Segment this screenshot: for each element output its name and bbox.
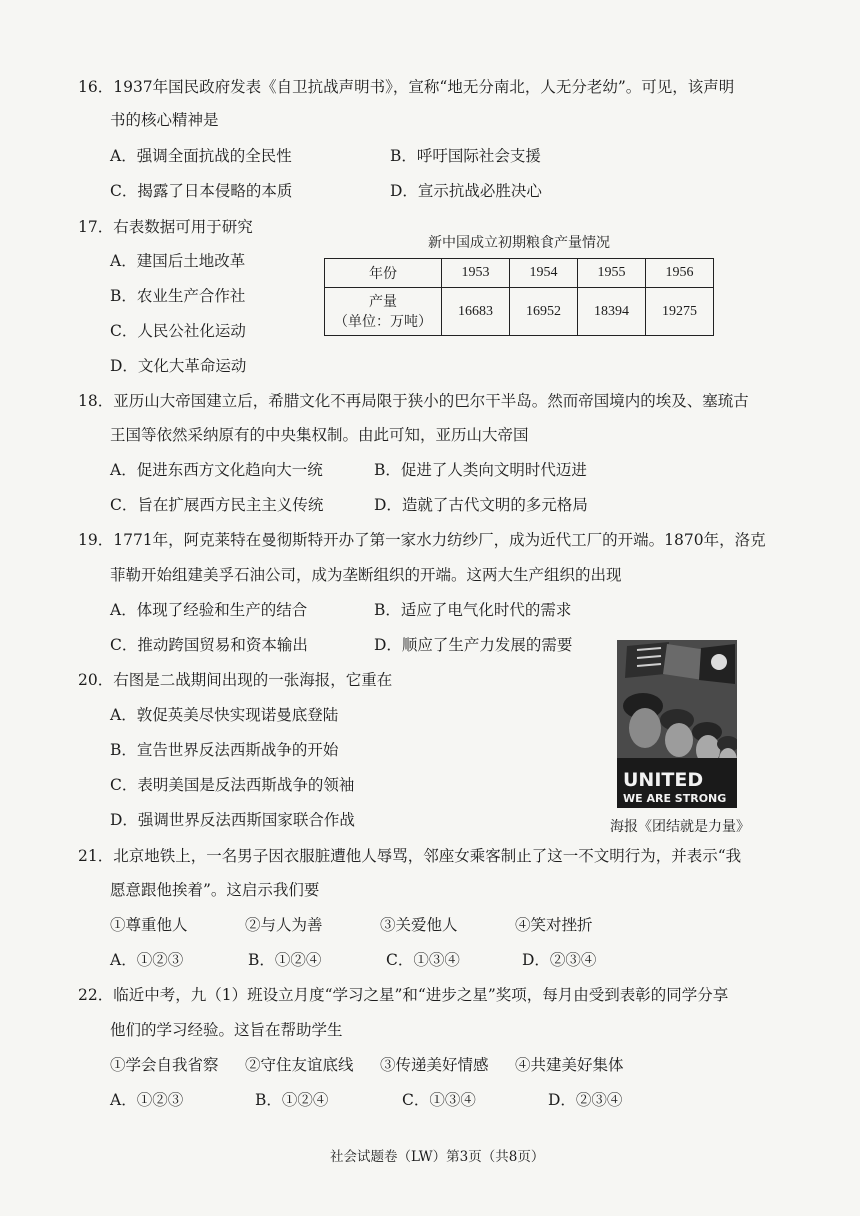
table-year-cell: 1956 xyxy=(646,259,714,288)
poster-caption: 海报《团结就是力量》 xyxy=(610,819,750,835)
ww2-united-poster xyxy=(617,640,737,808)
grain-output-table xyxy=(324,258,714,336)
q17-option-c: C．人民公社化运动 xyxy=(110,322,246,340)
q19-option-a: A．体现了经验和生产的结合 xyxy=(110,601,308,619)
q20-stem: 20．右图是二战期间出现的一张海报，它重在 xyxy=(78,671,393,689)
q22-option-a: A．①②③ xyxy=(110,1091,184,1109)
q18-option-d: D．造就了古代文明的多元格局 xyxy=(374,496,588,514)
q22-stem-line2: 他们的学习经验。这旨在帮助学生 xyxy=(110,1021,343,1039)
table-output-cell: 16952 xyxy=(510,288,578,336)
q18-stem-line1: 18．亚历山大帝国建立后，希腊文化不再局限于狭小的巴尔干半岛。然而帝国境内的埃及、塞琉古 xyxy=(78,392,749,410)
q21-item: ①尊重他人 xyxy=(110,916,188,934)
poster-artwork xyxy=(617,640,737,808)
q18-stem-line2: 王国等依然采纳原有的中央集权制。由此可知，亚历山大帝国 xyxy=(110,426,529,444)
q21-stem-line2: 愿意跟他挨着”。这启示我们要 xyxy=(110,881,320,899)
q17-option-b: B．农业生产合作社 xyxy=(110,287,246,305)
q21-item: ③关爱他人 xyxy=(380,916,458,934)
q22-option-c: C．①③④ xyxy=(402,1091,476,1109)
table-header-output-label: 产量 xyxy=(369,293,397,310)
table-year-cell: 1955 xyxy=(578,259,646,288)
q21-item: ②与人为善 xyxy=(245,916,323,934)
q17-option-a: A．建国后土地改革 xyxy=(110,252,246,270)
table-output-cell: 18394 xyxy=(578,288,646,336)
q21-item: ④笑对挫折 xyxy=(515,916,593,934)
q22-item: ③传递美好情感 xyxy=(380,1056,489,1074)
q22-item: ②守住友谊底线 xyxy=(245,1056,354,1074)
flag-shape xyxy=(625,642,669,678)
q21-option-b: B．①②④ xyxy=(248,951,322,969)
q22-option-b: B．①②④ xyxy=(255,1091,329,1109)
table-header-year: 年份 xyxy=(325,259,442,288)
q19-option-b: B．适应了电气化时代的需求 xyxy=(374,601,572,619)
q18-option-b: B．促进了人类向文明时代迈进 xyxy=(374,461,587,479)
q22-option-d: D．②③④ xyxy=(548,1091,623,1109)
q19-option-d: D．顺应了生产力发展的需要 xyxy=(374,636,573,654)
table-year-cell: 1953 xyxy=(442,259,510,288)
page-footer: 社会试题卷（LW）第3页（共8页） xyxy=(330,1149,545,1165)
q20-option-b: B．宣告世界反法西斯战争的开始 xyxy=(110,741,339,759)
q21-option-a: A．①②③ xyxy=(110,951,184,969)
q21-option-d: D．②③④ xyxy=(522,951,597,969)
poster-title-text: UNITED xyxy=(623,769,704,791)
grain-table-caption: 新中国成立初期粮食产量情况 xyxy=(428,235,610,251)
q18-option-c: C．旨在扩展西方民主主义传统 xyxy=(110,496,324,514)
q16-option-b: B．呼吁国际社会支援 xyxy=(390,147,541,165)
q19-stem-line2: 菲勒开始组建美孚石油公司，成为垄断组织的开端。这两大生产组织的出现 xyxy=(110,566,622,584)
q20-option-c: C．表明美国是反法西斯战争的领袖 xyxy=(110,776,355,794)
q17-option-d: D．文化大革命运动 xyxy=(110,357,247,375)
q20-option-d: D．强调世界反法西斯国家联合作战 xyxy=(110,811,355,829)
q21-stem-line1: 21．北京地铁上，一名男子因衣服脏遭他人辱骂，邻座女乘客制止了这一不文明行为，并表示“我 xyxy=(78,847,742,865)
q16-stem-line2: 书的核心精神是 xyxy=(110,111,219,129)
q16-option-a: A．强调全面抗战的全民性 xyxy=(110,147,292,165)
q16-stem-line1: 16．1937年国民政府发表《自卫抗战声明书》，宣称“地无分南北，人无分老幼”。可见，该声明 xyxy=(78,78,735,96)
q17-stem: 17．右表数据可用于研究 xyxy=(78,218,253,236)
q21-option-c: C．①③④ xyxy=(386,951,460,969)
face-shape xyxy=(665,723,693,757)
flag-emblem xyxy=(711,654,727,670)
q22-item: ④共建美好集体 xyxy=(515,1056,624,1074)
table-year-cell: 1954 xyxy=(510,259,578,288)
table-header-output-unit: （单位：万吨） xyxy=(334,313,432,330)
q20-option-a: A．敦促英美尽快实现诺曼底登陆 xyxy=(110,706,339,724)
table-header-output xyxy=(325,288,442,336)
q22-item: ①学会自我省察 xyxy=(110,1056,219,1074)
q19-stem-line1: 19．1771年，阿克莱特在曼彻斯特开办了第一家水力纺纱厂，成为近代工厂的开端。1870年，洛克 xyxy=(78,531,766,549)
poster-subtitle-text: WE ARE STRONG xyxy=(623,792,727,805)
q16-option-c: C．揭露了日本侵略的本质 xyxy=(110,182,293,200)
q16-option-d: D．宣示抗战必胜决心 xyxy=(390,182,542,200)
q18-option-a: A．促进东西方文化趋向大一统 xyxy=(110,461,323,479)
table-output-cell: 19275 xyxy=(646,288,714,336)
q22-stem-line1: 22．临近中考，九（1）班设立月度“学习之星”和“进步之星”奖项，每月由受到表彰的同学分享 xyxy=(78,986,729,1004)
q19-option-c: C．推动跨国贸易和资本输出 xyxy=(110,636,308,654)
face-shape xyxy=(629,708,661,748)
table-output-cell: 16683 xyxy=(442,288,510,336)
